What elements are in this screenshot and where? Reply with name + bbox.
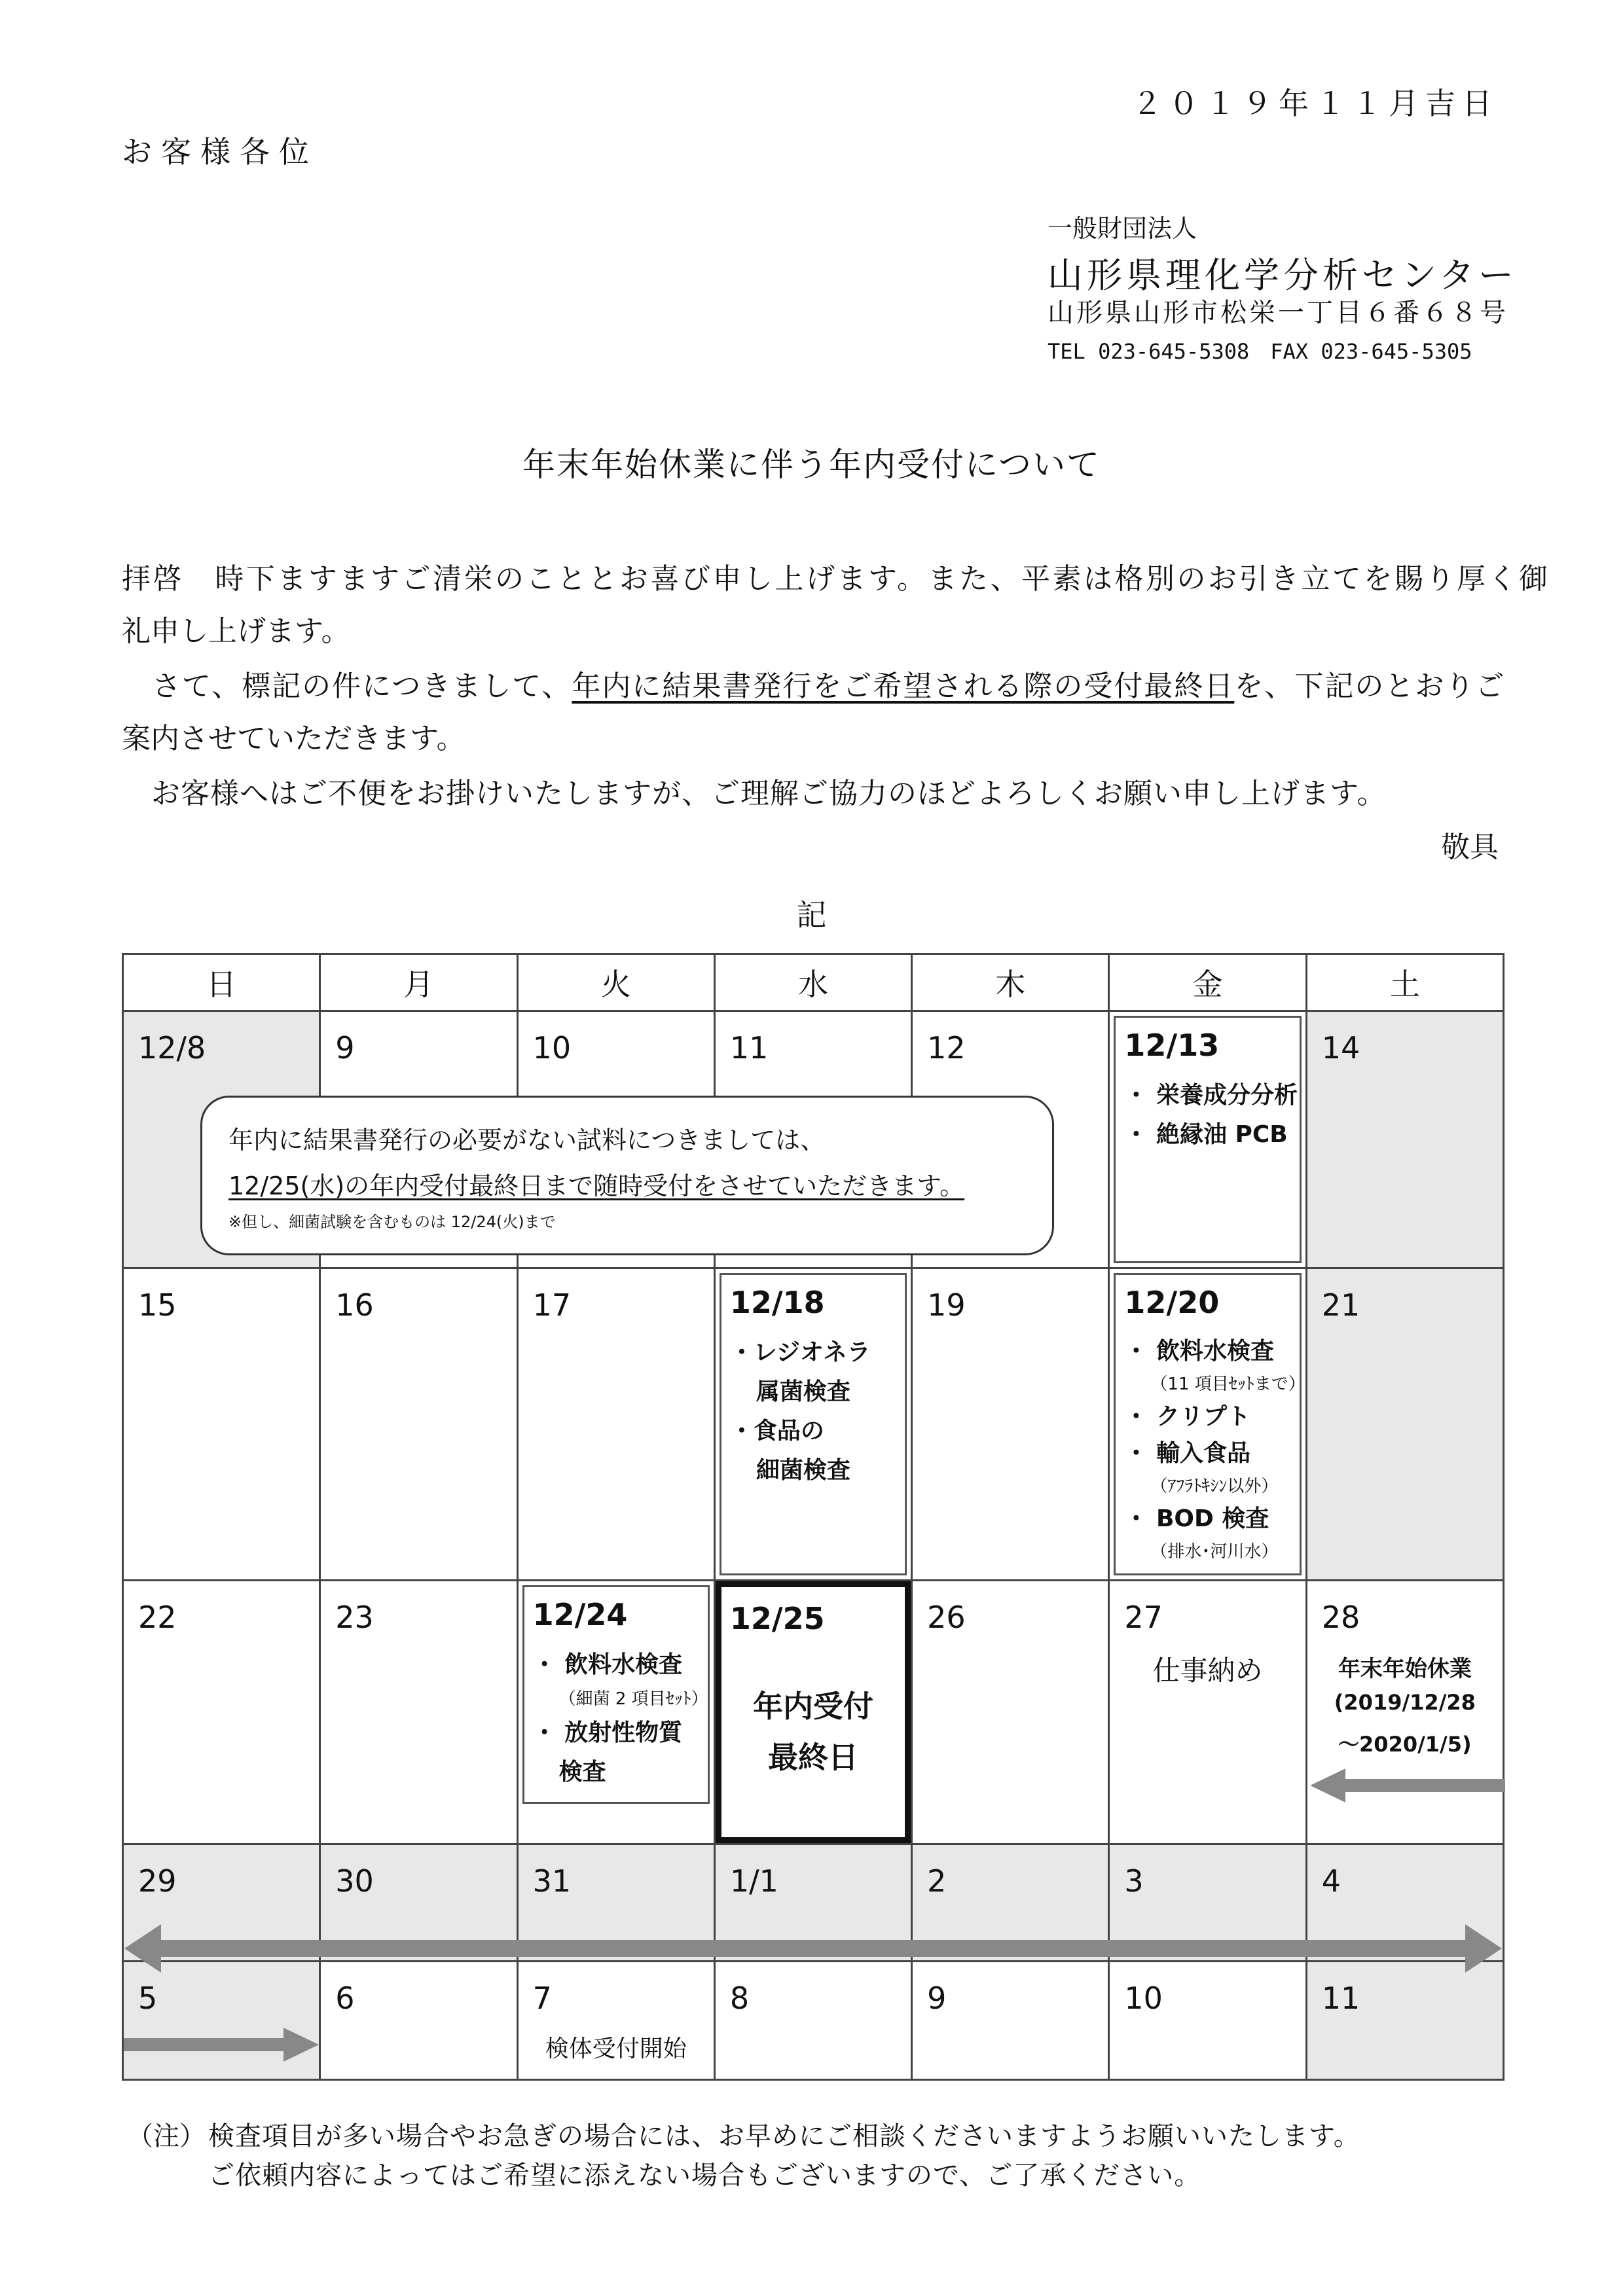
day-number: 16 [335, 1287, 374, 1323]
day-number: 12 [927, 1030, 966, 1066]
day-number: 28 [1321, 1600, 1360, 1635]
last-work-day-note: 仕事納め [1152, 1655, 1263, 1687]
org-address: 山形県山形市松栄一丁目６番６８号 [1048, 298, 1508, 328]
calendar-week-3 [123, 1581, 1504, 1844]
recipient: お客様各位 [122, 134, 318, 170]
footnote-mark: （注） [127, 2121, 206, 2151]
day-number: 2 [927, 1863, 947, 1899]
day-number: 4 [1321, 1863, 1341, 1899]
item-note: （排水･河川水） [1150, 1542, 1279, 1562]
day-number: 30 [335, 1863, 374, 1899]
weekday-mon: 月 [320, 954, 517, 1011]
final-day-label-2: 最終日 [767, 1740, 858, 1775]
item: ・ 放射性物質 [532, 1719, 683, 1746]
day-number-highlight: 12/25 [729, 1601, 825, 1636]
day-number: 6 [335, 1981, 355, 2016]
day-number: 14 [1321, 1030, 1360, 1066]
item-note: （ｱﾌﾗﾄｷｼﾝ以外） [1150, 1477, 1279, 1496]
day-number: 23 [335, 1600, 374, 1635]
org-type: 一般財団法人 [1048, 214, 1197, 243]
closing: 敬具 [1441, 831, 1499, 864]
day-number: 17 [532, 1287, 572, 1323]
weekday-fri: 金 [1109, 954, 1306, 1011]
day-cell [320, 1268, 517, 1581]
org-name: 山形県理化学分析センター [1048, 255, 1518, 296]
footnote-line-1: 検査項目が多い場合やお急ぎの場合には、お早めにご相談くださいますようお願いいたします。 [208, 2121, 1360, 2151]
item: ・ 飲料水検査 [1124, 1338, 1274, 1365]
day-cell [1306, 1011, 1503, 1268]
item-note: （11 項目ｾｯﾄまで） [1150, 1374, 1305, 1394]
paragraph-2-line-2: 案内させていただきます。 [122, 722, 465, 755]
day-number-highlight: 12/13 [1124, 1028, 1220, 1063]
holiday-label: 年末年始休業 [1338, 1656, 1472, 1682]
day-cell [1306, 1962, 1503, 2080]
inspection-items [730, 1333, 871, 1490]
day-cell-1218 [714, 1268, 911, 1581]
paragraph-3: お客様へはご不便をお掛けいたしますが、ご理解ご協力のほどよろしくお願い申し上げます。 [122, 777, 1387, 810]
calendar-week-2 [123, 1268, 1504, 1581]
item: ・ 栄養成分分析 [1124, 1082, 1298, 1109]
item: ・ 絶縁油 PCB [1124, 1121, 1288, 1148]
day-number: 9 [927, 1981, 947, 2016]
inspection-items [1124, 1076, 1298, 1155]
item: ・レジオネラ [729, 1339, 871, 1366]
day-number: 31 [532, 1863, 572, 1899]
day-number: 9 [335, 1030, 355, 1066]
day-number: 11 [1321, 1981, 1360, 2016]
day-number: 12/8 [138, 1030, 206, 1066]
calendar-header-row [123, 954, 1504, 1011]
calendar-week-5 [123, 1962, 1504, 2080]
day-cell [714, 1962, 911, 2080]
day-number: 1/1 [729, 1863, 778, 1899]
day-cell [1306, 1268, 1503, 1581]
day-cell [320, 1581, 517, 1844]
day-number: 27 [1124, 1600, 1163, 1635]
item: ・ クリプト [1124, 1403, 1250, 1430]
day-number: 10 [532, 1030, 572, 1066]
weekday-thu: 木 [912, 954, 1109, 1011]
day-cell [123, 1581, 320, 1844]
day-number: 3 [1124, 1863, 1144, 1899]
notice-line-1: 年内に結果書発行の必要がない試料につきましては、 [228, 1126, 826, 1155]
day-number: 29 [138, 1863, 177, 1899]
notice-callout [200, 1096, 1054, 1255]
weekday-sun: 日 [123, 954, 320, 1011]
notice-line-3: ※但し、細菌試験を含むものは 12/24(火)まで [228, 1213, 556, 1231]
issue-date: ２０１９年１１月吉日 [1132, 86, 1499, 121]
item: 検査 [558, 1759, 606, 1785]
paragraph-2-line-1 [122, 662, 1505, 704]
day-number: 21 [1321, 1287, 1360, 1323]
day-cell-1220 [1109, 1268, 1306, 1581]
paragraph-2-suffix: を、下記のとおりご [1234, 670, 1506, 703]
day-number: 5 [138, 1981, 158, 2016]
day-cell [123, 1268, 320, 1581]
day-number-highlight: 12/18 [729, 1285, 825, 1320]
day-number-highlight: 12/24 [532, 1597, 628, 1632]
day-number: 10 [1124, 1981, 1163, 2016]
day-number: 8 [729, 1981, 750, 2016]
day-number-highlight: 12/20 [1124, 1285, 1220, 1320]
item: ・食品の [729, 1418, 824, 1444]
day-number: 26 [927, 1600, 966, 1635]
day-cell [320, 1962, 517, 2080]
ki-heading: 記 [796, 897, 827, 933]
day-number: 11 [729, 1030, 769, 1066]
day-cell-1213 [1109, 1011, 1306, 1268]
holiday-range-start: (2019/12/28 [1334, 1690, 1476, 1715]
day-cell [123, 1962, 320, 2080]
inspection-items [1124, 1333, 1305, 1566]
holiday-range-end: ～2020/1/5) [1338, 1732, 1472, 1757]
document-title: 年末年始休業に伴う年内受付について [522, 446, 1101, 484]
weekday-sat: 土 [1306, 954, 1503, 1011]
notice-line-2: 12/25(水)の年内受付最終日まで随時受付をさせていただきます。 [228, 1172, 965, 1200]
day-cell [912, 1581, 1109, 1844]
item: 属菌検査 [756, 1378, 850, 1405]
final-day-label-1: 年内受付 [752, 1689, 873, 1724]
inspection-items [533, 1645, 708, 1792]
item-note: （細菌 2 項目ｾｯﾄ） [558, 1689, 708, 1709]
footnote-line-2: ご依頼内容によってはご希望に添えない場合もございますので、ご了承ください。 [208, 2161, 1201, 2191]
day-cell [1109, 1581, 1306, 1844]
holiday-span-arrow-icon [122, 1919, 1504, 1978]
paragraph-2-prefix: さて、標記の件につきまして、 [122, 670, 572, 703]
day-number: 22 [138, 1600, 177, 1635]
item: ・ 輸入食品 [1124, 1440, 1250, 1467]
paragraph-2-underlined: 年内に結果書発行をご希望される際の受付最終日 [572, 670, 1235, 703]
org-tel-fax: TEL 023-645-5308 FAX 023-645-5305 [1048, 339, 1472, 364]
day-cell [1109, 1962, 1306, 2080]
day-cell [912, 1268, 1109, 1581]
day-cell [912, 1962, 1109, 2080]
item: ・ BOD 検査 [1124, 1505, 1269, 1532]
holiday-arrow-icon [1307, 1766, 1505, 1805]
day-cell-1224 [517, 1581, 714, 1844]
day-cell [1306, 1581, 1503, 1844]
day-number: 7 [532, 1981, 552, 2016]
day-number: 19 [927, 1287, 966, 1323]
day-cell-1225 [714, 1581, 911, 1844]
item: ・ 飲料水検査 [532, 1651, 683, 1678]
holiday-end-arrow-icon [124, 2025, 320, 2064]
day-number: 15 [138, 1287, 177, 1323]
reception-start-note: 検体受付開始 [545, 2036, 687, 2062]
day-cell [517, 1268, 714, 1581]
item: 細菌検査 [756, 1457, 850, 1484]
paragraph-1-line-2: 礼申し上げます。 [122, 615, 350, 648]
weekday-wed: 水 [714, 954, 911, 1011]
day-cell [517, 1962, 714, 2080]
paragraph-1-line-1: 拝啓 時下ますますご清栄のこととお喜び申し上げます。また、平素は格別のお引き立てを賜り厚く御 [122, 562, 1550, 596]
weekday-tue: 火 [517, 954, 714, 1011]
